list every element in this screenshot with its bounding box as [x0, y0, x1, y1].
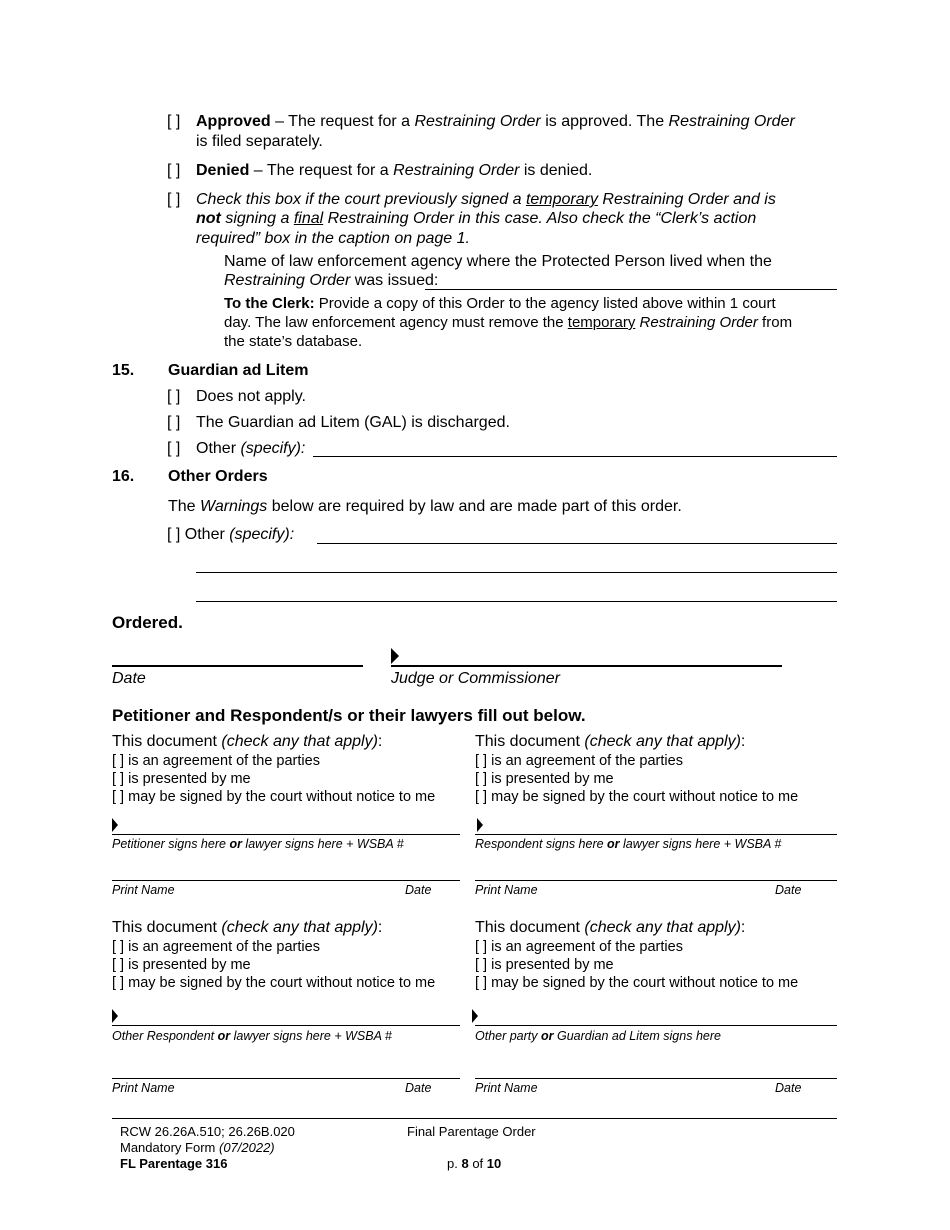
approved-label: Approved [196, 113, 271, 130]
doc-title-colon: : [740, 733, 746, 750]
petitioner-presented-option[interactable]: [ ] is presented by me [112, 771, 251, 787]
final-word: final [293, 210, 324, 227]
respondent-date-label: Date [775, 883, 802, 897]
footer-mandatory-text: Mandatory Form [120, 1140, 219, 1155]
temp-ro-line1 [196, 190, 776, 209]
other-party-print-name-field[interactable] [475, 1078, 837, 1079]
section-16-number: 16. [112, 468, 135, 485]
petitioner-no-notice-option[interactable]: [ ] may be signed by the court without notice to me [112, 789, 436, 805]
other-party-date-label: Date [775, 1081, 802, 1095]
gal-other-specify: (specify): [240, 440, 306, 457]
signature-arrow-icon [391, 648, 399, 664]
temp-ro-checkbox[interactable]: [ ] [167, 191, 181, 208]
signature-arrow-icon [472, 1009, 478, 1023]
sig-text: Other party [475, 1029, 541, 1043]
orders-other-field-1[interactable] [317, 543, 837, 544]
agency-ro: Restraining Order [224, 272, 351, 289]
approved-checkbox[interactable]: [ ] [167, 113, 181, 130]
orders-other-text: [ ] Other [167, 526, 230, 543]
sig-text-2: Guardian ad Litem signs here [553, 1029, 721, 1043]
clerk-temp: temporary [567, 314, 636, 331]
temp-word: temporary [525, 191, 598, 208]
petitioner-signature-label [112, 837, 404, 852]
clerk-from: from [757, 314, 793, 331]
other-party-signature-label [475, 1029, 721, 1044]
other-respondent-date-label: Date [405, 1081, 432, 1095]
other-respondent-signature-field[interactable] [112, 1025, 460, 1026]
other-respondent-doc-title [112, 918, 382, 937]
gal-discharged-label: The Guardian ad Litem (GAL) is discharged. [196, 414, 510, 431]
agency-text: was issued: [350, 272, 439, 289]
footer-mandatory-date: (07/2022) [218, 1140, 275, 1155]
other-party-presented-option[interactable]: [ ] is presented by me [475, 957, 614, 973]
respondent-print-name-label: Print Name [475, 883, 538, 897]
approved-text-2: is approved. The [540, 113, 669, 130]
doc-title-italic: (check any that apply) [221, 919, 378, 936]
petitioner-doc-title [112, 732, 382, 751]
other-respondent-no-notice-option[interactable]: [ ] may be signed by the court without notice to me [112, 975, 436, 991]
footer-title: Final Parentage Order [407, 1124, 536, 1139]
ordered-heading: Ordered. [112, 613, 183, 632]
other-party-signature-field[interactable] [475, 1025, 837, 1026]
clerk-label: To the Clerk: [224, 295, 315, 312]
respondent-signature-label [475, 837, 781, 852]
orders-other-option[interactable] [167, 525, 294, 544]
denied-text-ro: Restraining Order [393, 162, 520, 179]
sig-text: Petitioner signs here [112, 837, 230, 851]
clerk-line1 [224, 295, 776, 313]
sig-or: or [217, 1029, 231, 1043]
sig-text-2: lawyer signs here + WSBA # [619, 837, 782, 851]
approved-text-ro: Restraining Order [414, 113, 541, 130]
petitioner-print-name-field[interactable] [112, 880, 460, 881]
clerk-ro: Restraining Order [639, 314, 758, 331]
doc-title-colon: : [377, 919, 383, 936]
denied-option [196, 161, 592, 180]
temp-ro-line3: required” box in the caption on page 1. [196, 230, 470, 247]
denied-text: – The request for a [249, 162, 394, 179]
clerk-text-2: day. The law enforcement agency must remove the [224, 314, 568, 331]
sig-text: Other Respondent [112, 1029, 218, 1043]
approved-text-line2: is filed separately. [196, 133, 323, 150]
judge-signature-field[interactable] [391, 665, 782, 667]
orders-other-specify: (specify): [229, 526, 295, 543]
clerk-line3: the state’s database. [224, 333, 363, 350]
orders-other-field-3[interactable] [196, 601, 837, 602]
temp-ro-line2 [196, 209, 756, 228]
other-respondent-presented-option[interactable]: [ ] is presented by me [112, 957, 251, 973]
order-date-field[interactable] [112, 665, 363, 667]
doc-title-text: This document [112, 919, 222, 936]
petitioner-print-name-label: Print Name [112, 883, 175, 897]
other-party-no-notice-option[interactable]: [ ] may be signed by the court without notice to me [475, 975, 799, 991]
warn-text: The [168, 498, 201, 515]
warn-text-2: below are required by law and are made part of this order. [267, 498, 682, 515]
gal-not-apply-checkbox[interactable]: [ ] [167, 388, 181, 405]
signature-arrow-icon [112, 818, 118, 832]
sig-or: or [229, 837, 242, 851]
order-date-label: Date [112, 670, 146, 687]
approved-text-ro2: Restraining Order [668, 113, 795, 130]
doc-title-italic: (check any that apply) [584, 919, 741, 936]
denied-text-2: is denied. [519, 162, 593, 179]
agency-name-field[interactable] [425, 289, 837, 290]
doc-title-text: This document [475, 733, 585, 750]
judge-label: Judge or Commissioner [391, 670, 560, 687]
temp-text-2: Restraining Order and is [597, 191, 776, 208]
gal-discharged-checkbox[interactable]: [ ] [167, 414, 181, 431]
footer-page-of: of [468, 1156, 487, 1171]
respondent-presented-option[interactable]: [ ] is presented by me [475, 771, 614, 787]
respondent-signature-field[interactable] [475, 834, 837, 835]
doc-title-text: This document [112, 733, 222, 750]
doc-title-colon: : [377, 733, 383, 750]
footer-rcw: RCW 26.26A.510; 26.26B.020 [120, 1124, 295, 1139]
warnings-statement [168, 497, 682, 516]
respondent-no-notice-option[interactable]: [ ] may be signed by the court without notice to me [475, 789, 799, 805]
approved-option [196, 112, 856, 131]
other-party-doc-title [475, 918, 745, 937]
footer-divider [112, 1118, 837, 1119]
doc-title-colon: : [740, 919, 746, 936]
respondent-print-name-field[interactable] [475, 880, 837, 881]
agency-line2 [224, 271, 438, 290]
temp-text: Check this box if the court previously signed a [196, 191, 526, 208]
gal-other-field[interactable] [313, 456, 837, 457]
section-15-title: Guardian ad Litem [168, 362, 309, 379]
other-respondent-print-name-label: Print Name [112, 1081, 175, 1095]
section-15-number: 15. [112, 362, 135, 379]
respondent-doc-title [475, 732, 745, 751]
gal-not-apply-label: Does not apply. [196, 388, 306, 405]
gal-other-checkbox[interactable]: [ ] [167, 440, 181, 457]
gal-other-text: Other [196, 440, 241, 457]
footer-page-number [447, 1156, 501, 1172]
doc-title-italic: (check any that apply) [221, 733, 378, 750]
sig-text-2: lawyer signs here + WSBA # [241, 837, 404, 851]
denied-checkbox[interactable]: [ ] [167, 162, 181, 179]
other-respondent-agreement-option[interactable]: [ ] is an agreement of the parties [112, 939, 320, 955]
warn-word: Warnings [200, 498, 268, 515]
signature-arrow-icon [112, 1009, 118, 1023]
footer-page-prefix: p. [447, 1156, 462, 1171]
doc-title-italic: (check any that apply) [584, 733, 741, 750]
footer-form-id: FL Parentage 316 [120, 1156, 228, 1171]
doc-title-text: This document [475, 919, 585, 936]
temp-text-4: Restraining Order in this case. Also check the “Clerk’s action [323, 210, 757, 227]
petitioner-date-label: Date [405, 883, 432, 897]
gal-other-label [196, 439, 305, 458]
agency-line1: Name of law enforcement agency where the Protected Person lived when the [224, 253, 772, 270]
sig-text: Respondent signs here [475, 837, 608, 851]
other-respondent-signature-label [112, 1029, 392, 1044]
footer-page-current: 8 [461, 1156, 469, 1171]
orders-other-field-2[interactable] [196, 572, 837, 573]
clerk-text: Provide a copy of this Order to the agency listed above within 1 court [314, 295, 776, 312]
denied-label: Denied [196, 162, 250, 179]
petitioner-agreement-option[interactable]: [ ] is an agreement of the parties [112, 753, 320, 769]
other-party-agreement-option[interactable]: [ ] is an agreement of the parties [475, 939, 683, 955]
sig-or: or [607, 837, 620, 851]
footer-mandatory [120, 1140, 275, 1156]
sig-or: or [541, 1029, 554, 1043]
clerk-line2 [224, 314, 792, 332]
other-party-print-name-label: Print Name [475, 1081, 538, 1095]
not-word: not [196, 210, 221, 227]
temp-text-3: signing a [220, 210, 294, 227]
parties-heading: Petitioner and Respondent/s or their lawyers fill out below. [112, 706, 586, 725]
signature-arrow-icon [477, 818, 483, 832]
petitioner-signature-field[interactable] [112, 834, 460, 835]
respondent-agreement-option[interactable]: [ ] is an agreement of the parties [475, 753, 683, 769]
other-respondent-print-name-field[interactable] [112, 1078, 460, 1079]
sig-text-2: lawyer signs here + WSBA # [230, 1029, 392, 1043]
approved-text: – The request for a [270, 113, 415, 130]
section-16-title: Other Orders [168, 468, 268, 485]
footer-page-total: 10 [486, 1156, 502, 1171]
